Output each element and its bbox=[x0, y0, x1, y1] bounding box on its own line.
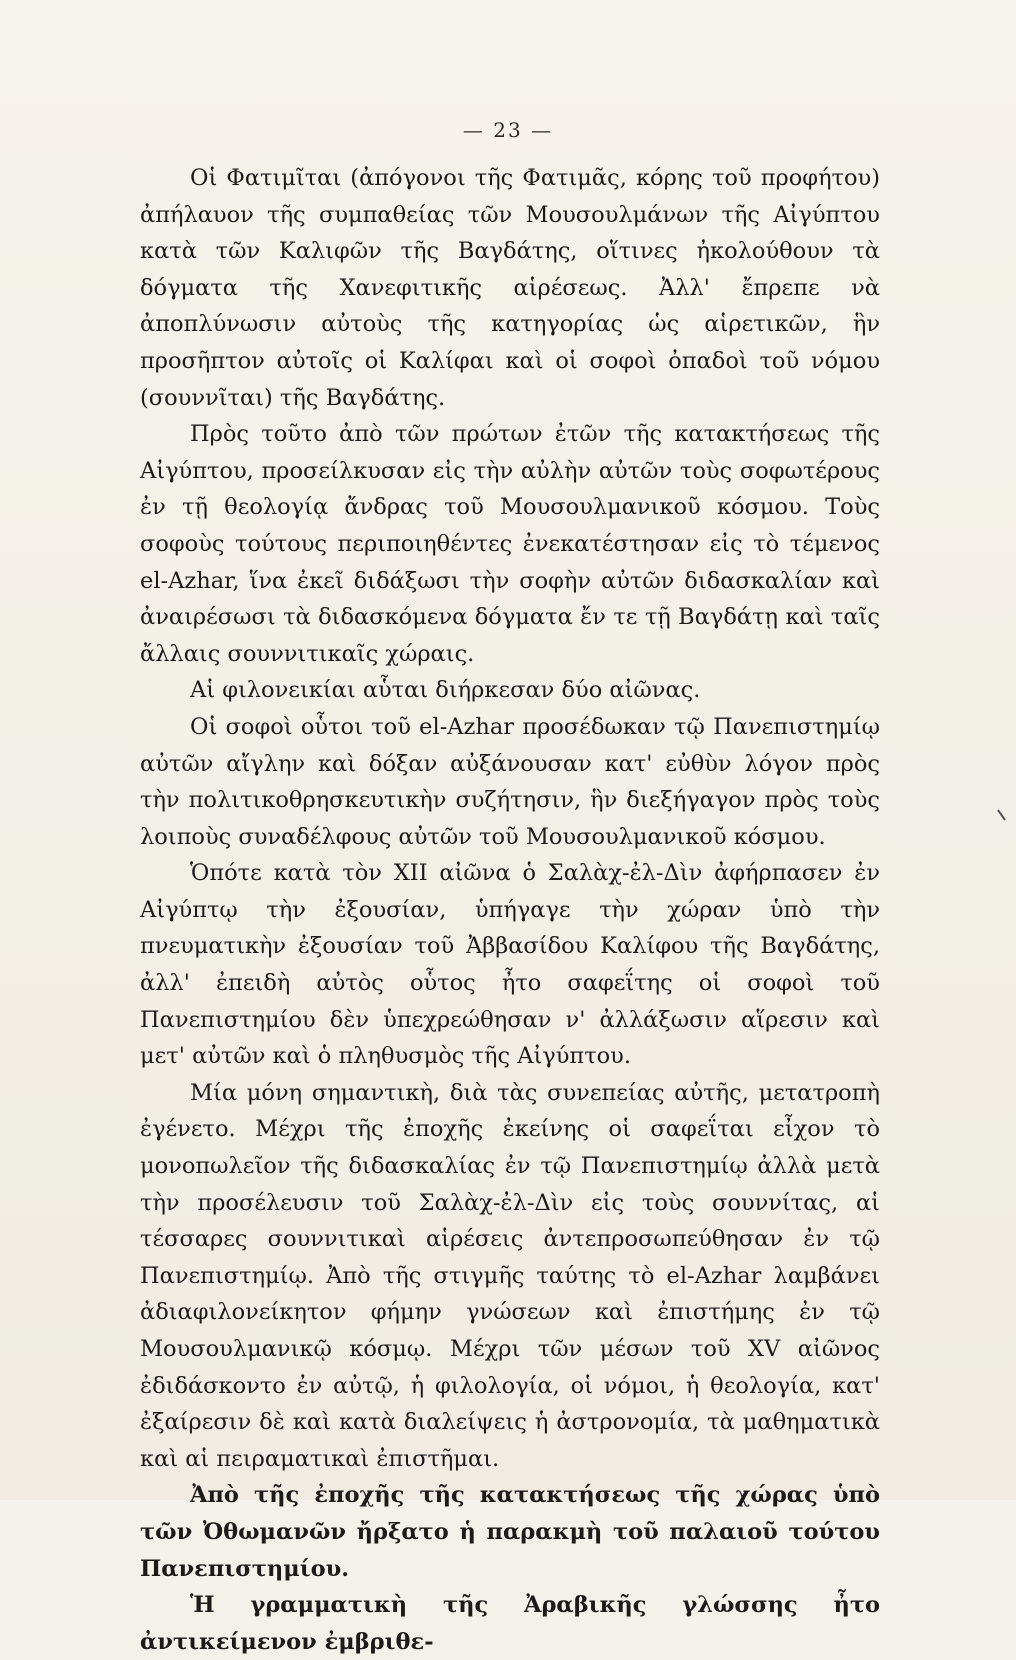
paragraph-1: Οἱ Φατιμῖται (ἀπόγονοι τῆς Φατιμᾶς, κόρης τοῦ προφήτου) ἀπήλαυον τῆς συμπαθείας τῶν Μουσουλμάνων τῆς Αἰγύπτου κατὰ τῶν Καλιφῶν τῆς Βαγδάτης, οἵτινες ἠκολούθουν τὰ δόγματα τῆς Χανεφιτικῆς αἱρέσεως. Ἀλλ' ἔπρεπε νὰ ἀποπλύνωσιν αὐτοὺς τῆς κατηγορίας ὡς αἱρετικῶν, ἣν προσῆπτον αὐτοῖς οἱ Καλίφαι καὶ οἱ σοφοὶ ὀπαδοὶ τοῦ νόμου (σουννῖται) τῆς Βαγδάτης. bbox=[140, 165, 880, 411]
paragraph-5: Ὁπότε κατὰ τὸν XII αἰῶνα ὁ Σαλὰχ-ἐλ-Δὶν ἀφήρπασεν ἐν Αἰγύπτῳ τὴν ἐξουσίαν, ὑπήγαγε τὴν χώραν ὑπὸ τὴν πνευματικὴν ἐξουσίαν τοῦ Ἀββασίδου Καλίφου τῆς Βαγδάτης, ἀλλ' ἐπειδὴ αὐτὸς οὗτος ἦτο σαφεΐτης οἱ σοφοὶ τοῦ Πανεπιστημίου δὲν ὑπεχρεώθησαν ν' ἀλλάξωσιν αἵρεσιν καὶ μετ' αὐτῶν καὶ ὁ πληθυσμὸς τῆς Αἰγύπτου. bbox=[140, 860, 880, 1070]
margin-tick-icon bbox=[996, 808, 1008, 832]
paragraph-7: Ἀπὸ τῆς ἐποχῆς τῆς κατακτήσεως τῆς χώρας ὑπὸ τῶν Ὀθωμανῶν ἤρξατο ἡ παρακμὴ τοῦ παλαιοῦ τούτου Πανεπιστημίου. bbox=[140, 1482, 880, 1582]
paragraph-6: Μία μόνη σημαντικὴ, διὰ τὰς συνεπείας αὐτῆς, μετατροπὴ ἐγένετο. Μέχρι τῆς ἐποχῆς ἐκείνης οἱ σαφεΐται εἶχον τὸ μονοπωλεῖον τῆς διδασκαλίας ἐν τῷ Πανεπιστημίῳ ἀλλὰ μετὰ τὴν προσέλευσιν τοῦ Σαλὰχ-ἐλ-Δὶν εἰς τοὺς σουννίτας, αἱ τέσσαρες σουννιτικαὶ αἱρέσεις ἀντεπροσωπεύθησαν ἐν τῷ Πανεπιστημίῳ. Ἀπὸ τῆς στιγμῆς ταύτης τὸ el-Azhar λαμβάνει ἀδιαφιλονείκητον φήμην γνώσεων καὶ ἐπιστήμης ἐν τῷ Μουσουλμανικῷ κόσμῳ. Μέχρι τῶν μέσων τοῦ XV αἰῶνος ἐδιδάσκοντο ἐν αὐτῷ, ἡ φιλολογία, οἱ νόμοι, ἡ θεολογία, κατ' ἐξαίρεσιν δὲ καὶ κατὰ διαλείψεις ἡ ἀστρονομία, τὰ μαθηματικὰ καὶ αἱ πειραματικαὶ ἐπιστῆμαι. bbox=[140, 1079, 880, 1472]
paragraph-4: Οἱ σοφοὶ οὗτοι τοῦ el-Azhar προσέδωκαν τῷ Πανεπιστημίῳ αὐτῶν αἴγλην καὶ δόξαν αὐξάνουσαν κατ' εὐθὺν λόγον πρὸς τὴν πολιτικοθρησκευτικὴν συζήτησιν, ἣν διεξήγαγον πρὸς τοὺς λοιποὺς συναδέλφους αὐτῶν τοῦ Μουσουλμανικοῦ κόσμου. bbox=[140, 713, 880, 850]
page-number: — 23 — bbox=[462, 118, 554, 142]
margin-mark-icon bbox=[996, 808, 1008, 832]
body-text bbox=[140, 160, 880, 1660]
paragraph-8: Ἡ γραμματικὴ τῆς Ἀραβικῆς γλώσσης ἦτο ἀντικείμενον ἐμβριθε- bbox=[140, 1592, 880, 1655]
paragraph-2: Πρὸς τοῦτο ἀπὸ τῶν πρώτων ἐτῶν τῆς κατακτήσεως τῆς Αἰγύπτου, προσείλκυσαν εἰς τὴν αὐλὴν αὐτῶν τοὺς σοφωτέρους ἐν τῇ θεολογίᾳ ἄνδρας τοῦ Μουσουλμανικοῦ κόσμου. Τοὺς σοφοὺς τούτους περιποιηθέντες ἐνεκατέστησαν εἰς τὸ τέμενος el-Azhar, ἵνα ἐκεῖ διδάξωσι τὴν σοφὴν αὐτῶν διδασκαλίαν καὶ ἀναιρέσωσι τὰ διδασκόμενα δόγματα ἔν τε τῇ Βαγδάτῃ καὶ ταῖς ἄλλαις σουννιτικαῖς χώραις. bbox=[140, 421, 880, 667]
paragraph-3: Αἱ φιλονεικίαι αὗται διήρκεσαν δύο αἰῶνας. bbox=[190, 677, 701, 704]
